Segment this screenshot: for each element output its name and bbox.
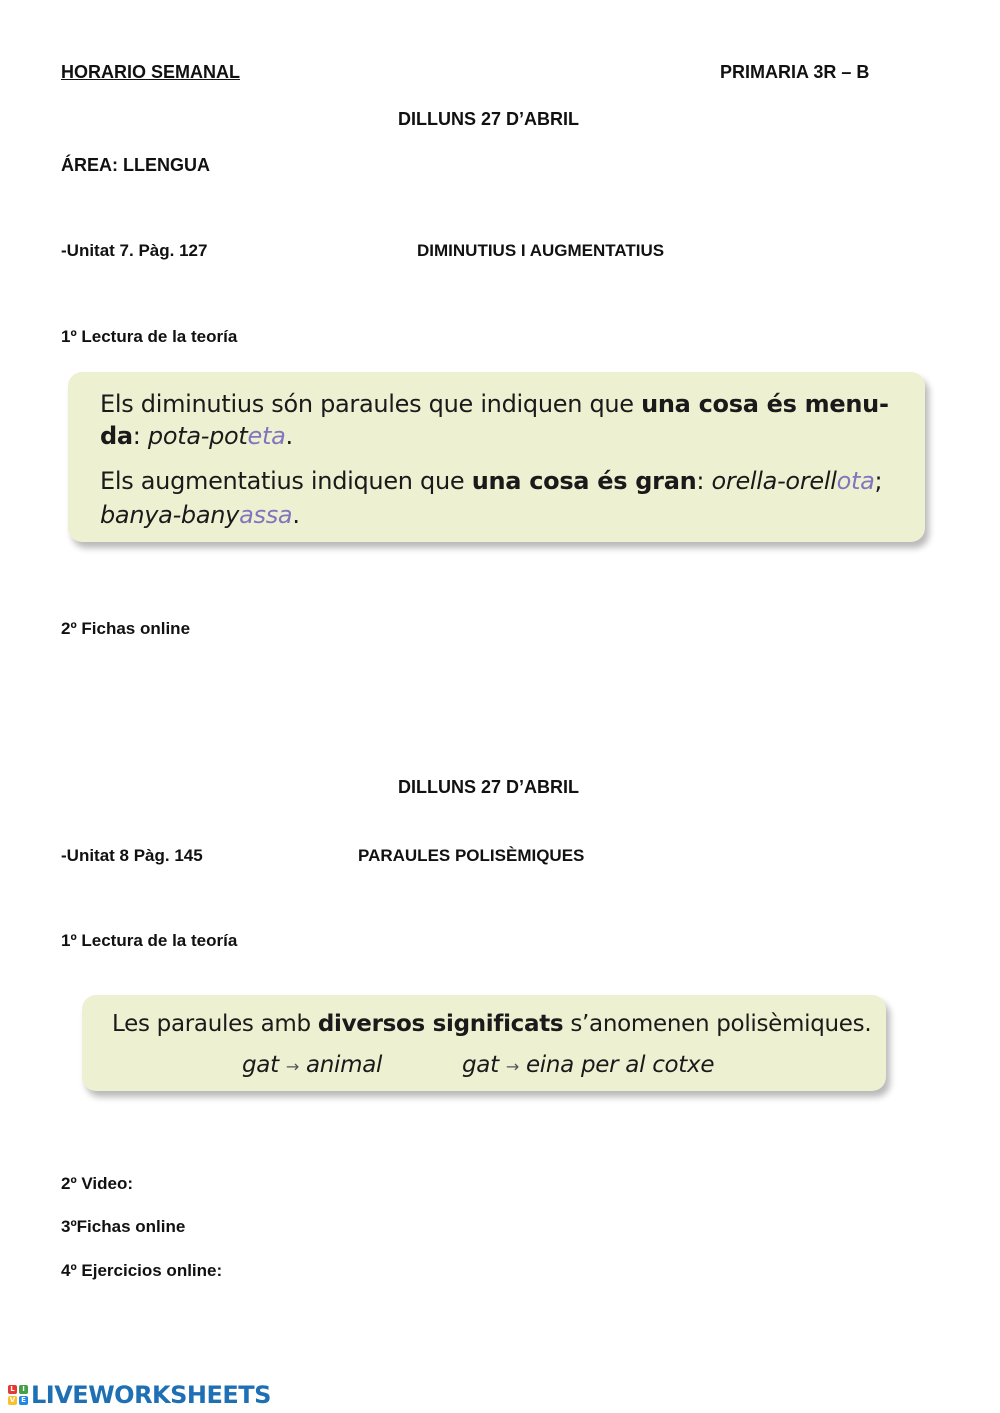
- arrow-right-icon: →: [285, 1057, 299, 1076]
- worksheet-title: HORARIO SEMANAL: [61, 62, 240, 82]
- step-online-cards-2: 3ºFichas online: [61, 1217, 186, 1236]
- topic-label-2: PARAULES POLISÈMIQUES: [358, 846, 585, 865]
- example-suffix: assa: [239, 501, 293, 529]
- theory-bold-text: diversos significats: [317, 1011, 564, 1037]
- example-meaning: eina per al cotxe: [525, 1052, 715, 1078]
- theory-text: Les paraules amb: [112, 1011, 318, 1037]
- example-word: gat: [242, 1052, 279, 1078]
- topic-label-1: DIMINUTIUS I AUGMENTATIUS: [417, 241, 665, 260]
- theory-text: ;: [874, 467, 883, 495]
- area-heading: ÁREA: LLENGUA: [61, 155, 210, 175]
- unit-label-2: -Unitat 8 Pàg. 145: [61, 846, 203, 865]
- unit-label-1: -Unitat 7. Pàg. 127: [61, 241, 208, 260]
- theory-bold-text: da: [100, 422, 133, 450]
- step-online-cards-1: 2º Fichas online: [61, 619, 191, 638]
- day-heading-2: DILLUNS 27 D’ABRIL: [398, 777, 580, 797]
- step-reading-1: 1º Lectura de la teoría: [61, 327, 238, 346]
- theory-bold-text: una cosa és gran: [471, 467, 697, 495]
- theory-text: Els augmentatius indiquen que: [100, 467, 472, 495]
- example-meaning: animal: [305, 1052, 383, 1078]
- logo-tile: E: [19, 1396, 28, 1405]
- logo-text: LIVEWORKSHEETS: [31, 1381, 271, 1409]
- polysemy-example-1: [242, 1052, 382, 1078]
- liveworksheets-logo[interactable]: [8, 1380, 271, 1410]
- theory-line-3: [100, 467, 882, 495]
- example-word: orella-orell: [711, 467, 837, 495]
- example-suffix: ota: [836, 467, 875, 495]
- theory-bold-text: una cosa és menu-: [641, 390, 889, 418]
- theory-line-1: [100, 390, 889, 418]
- example-word: banya-bany: [100, 501, 240, 529]
- polysemy-definition: [112, 1011, 871, 1037]
- step-online-exercises: 4º Ejercicios online:: [61, 1261, 223, 1280]
- theory-text: Els diminutius són paraules que indiquen que: [100, 390, 642, 418]
- class-label: PRIMARIA 3R – B: [720, 62, 870, 82]
- step-reading-2: 1º Lectura de la teoría: [61, 931, 238, 950]
- logo-grid-icon: [8, 1385, 28, 1405]
- example-word: gat: [462, 1052, 499, 1078]
- example-word: pota-pot: [147, 422, 248, 450]
- logo-tile: L: [8, 1385, 17, 1394]
- arrow-right-icon: →: [505, 1057, 519, 1076]
- logo-tile: V: [9, 1396, 16, 1404]
- example-suffix: eta: [247, 422, 286, 450]
- theory-text: s’anomenen polisèmiques.: [563, 1011, 872, 1037]
- step-video: 2º Video:: [61, 1174, 134, 1193]
- theory-box-diminutives: [68, 372, 925, 542]
- theory-line-2: [100, 422, 293, 450]
- theory-text: .: [292, 501, 300, 529]
- theory-box-polysemy: [82, 995, 886, 1091]
- theory-text: :: [696, 467, 712, 495]
- theory-text: .: [285, 422, 293, 450]
- theory-text: :: [132, 422, 148, 450]
- day-heading-1: DILLUNS 27 D’ABRIL: [398, 109, 580, 129]
- polysemy-example-2: [462, 1052, 714, 1078]
- theory-line-4: [100, 501, 300, 529]
- logo-tile: I: [19, 1385, 28, 1394]
